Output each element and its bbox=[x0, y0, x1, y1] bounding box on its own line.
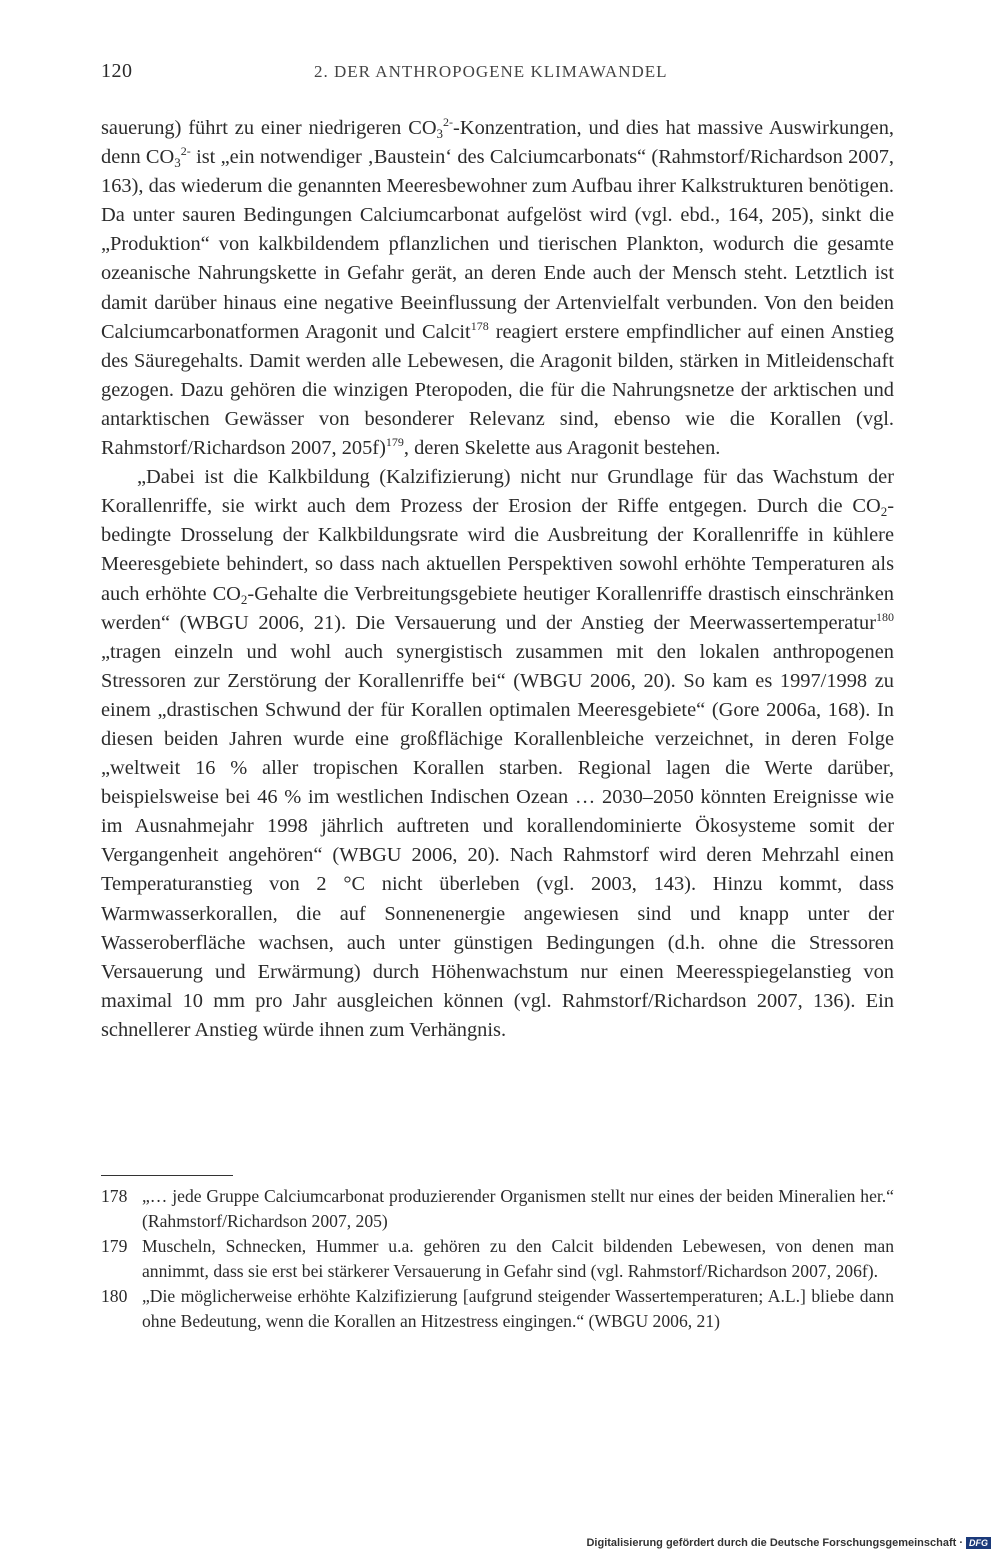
superscript: 2- bbox=[443, 115, 454, 129]
running-head: 2. DER ANTHROPOGENE KLIMAWANDEL bbox=[314, 62, 668, 81]
paragraph-1 bbox=[101, 114, 894, 463]
subscript: 3 bbox=[174, 155, 181, 171]
text-run: -bedingte Drosselung der Kalkbildungsrate wird die Ausbreitung der Korallenriffe in kühlere Meeresgebiete behindert, so dass nach aktuellen Perspektiven sowohl erhöhte Temperaturen als auch erhöhte CO bbox=[101, 495, 894, 605]
footnote-ref-179[interactable]: 179 bbox=[385, 435, 404, 450]
footnote-ref-180[interactable]: 180 bbox=[876, 609, 894, 624]
paragraph-2 bbox=[101, 463, 894, 1045]
footnote-text: „… jede Gruppe Calciumcarbonat produzierender Organismen stellt nur eines der beiden Mineralien her.“ (Rahmstorf/Richardson 2007, 205) bbox=[142, 1186, 894, 1231]
superscript: 2- bbox=[180, 144, 191, 159]
body-text bbox=[101, 114, 894, 1045]
subscript: 2 bbox=[240, 591, 248, 607]
footnote-180 bbox=[101, 1284, 894, 1333]
page-number: 120 bbox=[101, 60, 133, 82]
digitization-credit bbox=[586, 1537, 991, 1549]
text-run: -Konzentration, und dies hat massive Auswirkungen, denn CO bbox=[101, 117, 894, 169]
footnote-ref-178[interactable]: 178 bbox=[470, 318, 489, 333]
text-run: sauerung) führt zu einer niedrigeren CO bbox=[101, 117, 437, 139]
credit-text: Digitalisierung gefördert durch die Deutsche Forschungsgemeinschaft · bbox=[586, 1537, 963, 1549]
subscript: 3 bbox=[436, 126, 444, 141]
footnote-text: „Die möglicherweise erhöhte Kalzifizierung [aufgrund steigender Wassertemperaturen; A.L.] bliebe dann ohne Bedeutung, wenn die Korallen an Hitzestress eingingen.“ (WBGU 2006, 21) bbox=[142, 1286, 894, 1331]
footnote-179 bbox=[101, 1234, 894, 1283]
footnotes bbox=[101, 1184, 894, 1335]
footnote-number: 179 bbox=[101, 1236, 128, 1257]
text-run: , deren Skelette aus Aragonit bestehen. bbox=[403, 437, 721, 460]
footnote-separator bbox=[101, 1175, 233, 1176]
text-run: -Gehalte die Verbreitungsgebiete heutiger Korallenriffe drastisch einschränken werden“ (WBGU 2006, 21). Die Versauerung und der Anstieg der Meerwassertemperatur bbox=[101, 582, 894, 634]
text-run: reagiert erstere empfindlicher auf einen Anstieg des Säuregehalts. Damit werden alle Lebewesen, die Aragonit bilden, stärken in Mitleidenschaft gezogen. Dazu gehören die winzigen Pteropoden, die für die Nahrungsnetze der arktischen und antarktischen Gewässer von besonderer Relevanz sind, ebenso wie die Korallen (vgl. Rahmstorf/Richardson 2007, 205f) bbox=[101, 320, 895, 460]
footnote-number: 178 bbox=[101, 1186, 128, 1206]
dfg-logo-icon: DFG bbox=[966, 1537, 991, 1549]
footnote-text: Muscheln, Schnecken, Hummer u.a. gehören zu den Calcit bildenden Lebewesen, von denen man annimmt, dass sie erst bei stärkerer Versauerung in Gefahr sind (vgl. Rahmstorf/Richardson 2007, 206f). bbox=[142, 1236, 894, 1281]
footnote-178 bbox=[101, 1184, 894, 1233]
footnote-number: 180 bbox=[101, 1286, 128, 1307]
text-run: ist „ein notwendiger ‚Baustein‘ des Calciumcarbonats“ (Rahmstorf/Richardson 2007, 163), das wiederum die genannten Meeresbewohner zum Aufbau ihrer Kalkstrukturen benötigen. Da unter sauren Bedingungen Calciumcarbonat aufgelöst wird (vgl. ebd., 164, 205), sinkt die „Produktion“ von kalkbildendem pflanzlichen und tierischen Plankton, wodurch die gesamte ozeanische Nahrungskette in Gefahr gerät, an deren Ende auch der Mensch steht. Letztlich ist damit darüber hinaus eine negative Beeinflussung der Artenvielfalt verbunden. Von den beiden Calciumcarbonatformen Aragonit und Calcit bbox=[101, 146, 894, 343]
text-run: „tragen einzeln und wohl auch synergistisch zusammen mit den lokalen anthropogenen Stressoren zur Zerstörung der Korallenriffe bei“ (WBGU 2006, 20). So kam es 1997/1998 zu einem „drastischen Schwund der für Korallen optimalen Meeresgebiete“ (Gore 2006a, 168). In diesen beiden Jahren wurde eine großflächige Korallenbleiche verzeichnet, in deren Folge „weltweit 16 % aller tropischen Korallen starben. Regional lagen die Werte darüber, beispielsweise bei 46 % im westlichen Indischen Ozean … 2030–2050 könnten Ereignisse wie im Ausnahmejahr 1998 jährlich auftreten und korallendominierte Ökosysteme somit der Vergangenheit angehören“ (WBGU 2006, 20). Nach Rahmstorf wird deren Mehrzahl einen Temperaturanstieg von 2 °C nicht überleben (vgl. 2003, 143). Hinzu kommt, dass Warmwasserkorallen, die auf Sonnenenergie angewiesen sind und knapp unter der Wasseroberfläche wachsen, auch unter günstigen Bedingungen (d.h. ohne die Stressoren Versauerung und Erwärmung) durch Höhenwachstum nur einen Meeresspiegelanstieg von maximal 10 mm pro Jahr ausgleichen können (vgl. Rahmstorf/Richardson 2007, 136). Ein schnellerer Anstieg würde ihnen zum Verhängnis. bbox=[101, 640, 894, 1041]
subscript: 2 bbox=[880, 504, 888, 520]
text-run: „Dabei ist die Kalkbildung (Kalzifizierung) nicht nur Grundlage für das Wachstum der Korallenriffe, sie wirkt auch dem Prozess der Erosion der Riffe entgegen. Durch die CO bbox=[101, 466, 894, 518]
